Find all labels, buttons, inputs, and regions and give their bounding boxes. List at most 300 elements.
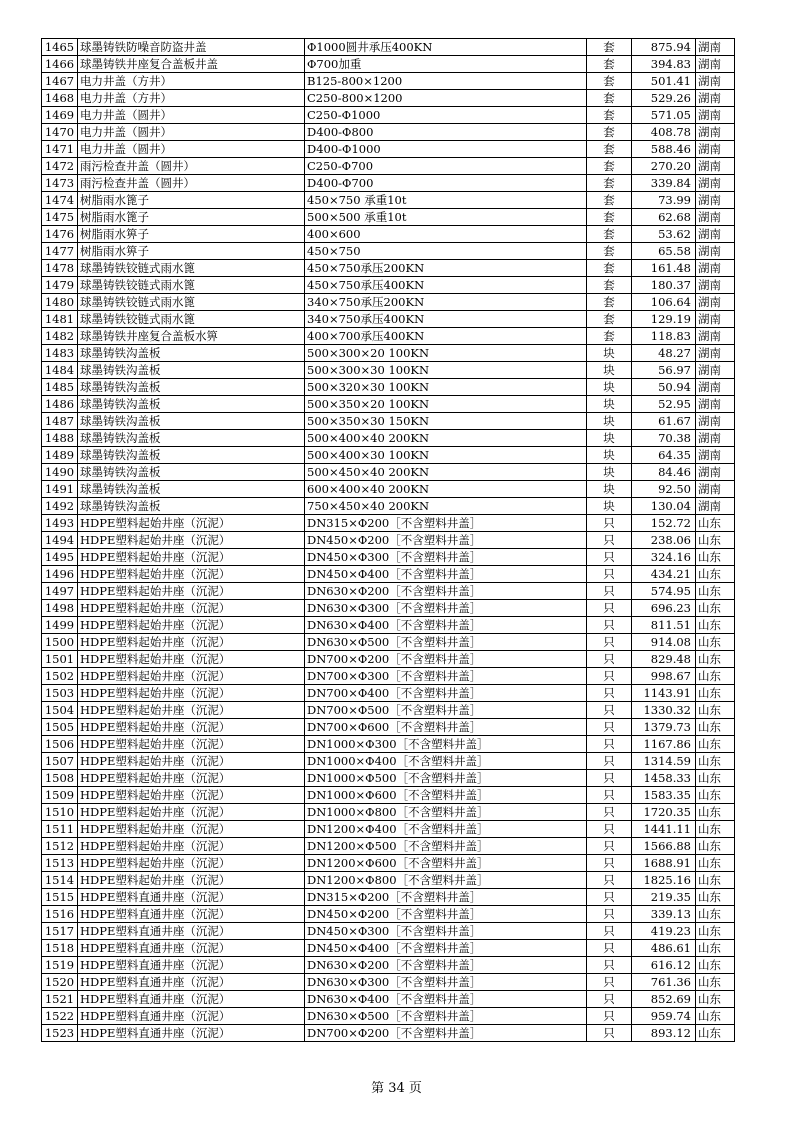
item-spec-cell: B125-800×1200 <box>305 73 587 90</box>
item-price-cell: 118.83 <box>632 328 696 345</box>
item-number-cell: 1467 <box>42 73 78 90</box>
table-row <box>42 889 735 906</box>
item-spec-cell: 500×320×30 100KN <box>305 379 587 396</box>
item-spec-cell: DN1000×Φ400［不含塑料井盖］ <box>305 753 587 770</box>
table-row <box>42 770 735 787</box>
item-price-cell: 394.83 <box>632 56 696 73</box>
item-number-cell: 1521 <box>42 991 78 1008</box>
item-spec-cell: D400-Φ800 <box>305 124 587 141</box>
item-unit-cell: 只 <box>587 821 632 838</box>
item-unit-cell: 只 <box>587 991 632 1008</box>
table-row <box>42 838 735 855</box>
item-name-cell: HDPE塑料起始井座（沉泥） <box>78 651 305 668</box>
item-region-cell: 山东 <box>696 719 735 736</box>
item-number-cell: 1510 <box>42 804 78 821</box>
item-spec-cell: 340×750承压200KN <box>305 294 587 311</box>
item-price-cell: 152.72 <box>632 515 696 532</box>
item-region-cell: 湖南 <box>696 464 735 481</box>
item-unit-cell: 块 <box>587 362 632 379</box>
item-unit-cell: 只 <box>587 804 632 821</box>
item-unit-cell: 套 <box>587 243 632 260</box>
item-price-cell: 616.12 <box>632 957 696 974</box>
item-price-cell: 1143.91 <box>632 685 696 702</box>
item-spec-cell: DN450×Φ300［不含塑料井盖］ <box>305 549 587 566</box>
item-unit-cell: 只 <box>587 600 632 617</box>
item-spec-cell: 500×300×30 100KN <box>305 362 587 379</box>
item-unit-cell: 只 <box>587 702 632 719</box>
item-price-cell: 106.64 <box>632 294 696 311</box>
table-row <box>42 566 735 583</box>
table-row <box>42 872 735 889</box>
item-spec-cell: D400-Φ1000 <box>305 141 587 158</box>
item-number-cell: 1522 <box>42 1008 78 1025</box>
table-row <box>42 957 735 974</box>
item-unit-cell: 块 <box>587 396 632 413</box>
item-unit-cell: 只 <box>587 617 632 634</box>
item-region-cell: 湖南 <box>696 498 735 515</box>
item-region-cell: 山东 <box>696 617 735 634</box>
item-number-cell: 1483 <box>42 345 78 362</box>
table-row <box>42 1025 735 1042</box>
item-region-cell: 湖南 <box>696 311 735 328</box>
item-name-cell: HDPE塑料起始井座（沉泥） <box>78 736 305 753</box>
item-name-cell: 球墨铸铁铰链式雨水篦 <box>78 277 305 294</box>
item-region-cell: 湖南 <box>696 430 735 447</box>
item-region-cell: 山东 <box>696 855 735 872</box>
item-region-cell: 山东 <box>696 515 735 532</box>
item-spec-cell: DN1200×Φ400［不含塑料井盖］ <box>305 821 587 838</box>
item-number-cell: 1518 <box>42 940 78 957</box>
item-unit-cell: 只 <box>587 668 632 685</box>
item-unit-cell: 只 <box>587 549 632 566</box>
item-price-cell: 129.19 <box>632 311 696 328</box>
item-number-cell: 1488 <box>42 430 78 447</box>
item-region-cell: 山东 <box>696 600 735 617</box>
table-row <box>42 175 735 192</box>
item-spec-cell: 400×700承压400KN <box>305 328 587 345</box>
item-name-cell: 球墨铸铁铰链式雨水篦 <box>78 294 305 311</box>
item-price-cell: 84.46 <box>632 464 696 481</box>
item-price-cell: 1379.73 <box>632 719 696 736</box>
table-row <box>42 498 735 515</box>
item-name-cell: HDPE塑料起始井座（沉泥） <box>78 634 305 651</box>
item-spec-cell: C250-800×1200 <box>305 90 587 107</box>
table-row <box>42 940 735 957</box>
item-name-cell: HDPE塑料直通井座（沉泥） <box>78 991 305 1008</box>
item-number-cell: 1514 <box>42 872 78 889</box>
item-unit-cell: 套 <box>587 226 632 243</box>
item-name-cell: HDPE塑料起始井座（沉泥） <box>78 617 305 634</box>
item-region-cell: 湖南 <box>696 209 735 226</box>
item-unit-cell: 只 <box>587 532 632 549</box>
item-price-cell: 161.48 <box>632 260 696 277</box>
item-name-cell: HDPE塑料起始井座（沉泥） <box>78 719 305 736</box>
item-number-cell: 1506 <box>42 736 78 753</box>
table-row <box>42 379 735 396</box>
item-name-cell: 球墨铸铁沟盖板 <box>78 498 305 515</box>
item-number-cell: 1473 <box>42 175 78 192</box>
item-region-cell: 湖南 <box>696 413 735 430</box>
item-price-cell: 324.16 <box>632 549 696 566</box>
item-number-cell: 1485 <box>42 379 78 396</box>
item-spec-cell: 340×750承压400KN <box>305 311 587 328</box>
item-number-cell: 1477 <box>42 243 78 260</box>
item-name-cell: HDPE塑料起始井座（沉泥） <box>78 600 305 617</box>
item-spec-cell: DN700×Φ200［不含塑料井盖］ <box>305 651 587 668</box>
item-price-cell: 180.37 <box>632 277 696 294</box>
item-region-cell: 湖南 <box>696 158 735 175</box>
item-spec-cell: DN630×Φ500［不含塑料井盖］ <box>305 634 587 651</box>
item-name-cell: 球墨铸铁沟盖板 <box>78 430 305 447</box>
item-region-cell: 湖南 <box>696 345 735 362</box>
table-row <box>42 855 735 872</box>
item-name-cell: HDPE塑料起始井座（沉泥） <box>78 804 305 821</box>
item-spec-cell: C250-Φ1000 <box>305 107 587 124</box>
item-spec-cell: 450×750 承重10t <box>305 192 587 209</box>
item-number-cell: 1469 <box>42 107 78 124</box>
item-price-cell: 1314.59 <box>632 753 696 770</box>
item-unit-cell: 套 <box>587 328 632 345</box>
item-price-cell: 486.61 <box>632 940 696 957</box>
item-name-cell: HDPE塑料直通井座（沉泥） <box>78 923 305 940</box>
item-number-cell: 1496 <box>42 566 78 583</box>
item-spec-cell: DN1000×Φ500［不含塑料井盖］ <box>305 770 587 787</box>
item-price-cell: 998.67 <box>632 668 696 685</box>
item-region-cell: 湖南 <box>696 260 735 277</box>
item-price-cell: 65.58 <box>632 243 696 260</box>
item-name-cell: HDPE塑料起始井座（沉泥） <box>78 685 305 702</box>
item-unit-cell: 块 <box>587 379 632 396</box>
price-table <box>41 38 735 1042</box>
item-spec-cell: D400-Φ700 <box>305 175 587 192</box>
item-number-cell: 1479 <box>42 277 78 294</box>
table-row <box>42 243 735 260</box>
item-name-cell: HDPE塑料起始井座（沉泥） <box>78 855 305 872</box>
item-unit-cell: 块 <box>587 481 632 498</box>
item-name-cell: 球墨铸铁铰链式雨水篦 <box>78 311 305 328</box>
item-price-cell: 914.08 <box>632 634 696 651</box>
item-unit-cell: 只 <box>587 923 632 940</box>
item-price-cell: 339.13 <box>632 906 696 923</box>
item-region-cell: 山东 <box>696 651 735 668</box>
item-spec-cell: DN450×Φ200［不含塑料井盖］ <box>305 906 587 923</box>
item-name-cell: HDPE塑料起始井座（沉泥） <box>78 872 305 889</box>
item-number-cell: 1470 <box>42 124 78 141</box>
item-price-cell: 1720.35 <box>632 804 696 821</box>
item-price-cell: 1825.16 <box>632 872 696 889</box>
item-price-cell: 1167.86 <box>632 736 696 753</box>
item-number-cell: 1487 <box>42 413 78 430</box>
item-number-cell: 1515 <box>42 889 78 906</box>
item-spec-cell: 500×350×30 150KN <box>305 413 587 430</box>
item-price-cell: 48.27 <box>632 345 696 362</box>
item-spec-cell: DN700×Φ300［不含塑料井盖］ <box>305 668 587 685</box>
item-name-cell: 球墨铸铁沟盖板 <box>78 447 305 464</box>
item-name-cell: HDPE塑料直通井座（沉泥） <box>78 906 305 923</box>
item-name-cell: HDPE塑料直通井座（沉泥） <box>78 957 305 974</box>
item-region-cell: 湖南 <box>696 243 735 260</box>
item-name-cell: 电力井盖（圆井） <box>78 107 305 124</box>
table-row <box>42 481 735 498</box>
item-unit-cell: 套 <box>587 311 632 328</box>
item-price-cell: 270.20 <box>632 158 696 175</box>
item-region-cell: 山东 <box>696 1008 735 1025</box>
table-row <box>42 124 735 141</box>
item-unit-cell: 套 <box>587 192 632 209</box>
item-price-cell: 73.99 <box>632 192 696 209</box>
item-price-cell: 52.95 <box>632 396 696 413</box>
item-unit-cell: 块 <box>587 345 632 362</box>
table-row <box>42 719 735 736</box>
item-region-cell: 湖南 <box>696 141 735 158</box>
item-name-cell: 树脂雨水篦子 <box>78 192 305 209</box>
item-unit-cell: 套 <box>587 141 632 158</box>
item-unit-cell: 只 <box>587 685 632 702</box>
item-number-cell: 1494 <box>42 532 78 549</box>
item-name-cell: HDPE塑料起始井座（沉泥） <box>78 838 305 855</box>
item-number-cell: 1509 <box>42 787 78 804</box>
item-number-cell: 1466 <box>42 56 78 73</box>
table-row <box>42 447 735 464</box>
item-number-cell: 1471 <box>42 141 78 158</box>
table-row <box>42 73 735 90</box>
item-number-cell: 1500 <box>42 634 78 651</box>
item-region-cell: 山东 <box>696 753 735 770</box>
item-name-cell: HDPE塑料起始井座（沉泥） <box>78 821 305 838</box>
item-spec-cell: 500×350×20 100KN <box>305 396 587 413</box>
item-spec-cell: 500×400×40 200KN <box>305 430 587 447</box>
item-number-cell: 1484 <box>42 362 78 379</box>
item-spec-cell: Φ1000圆井承压400KN <box>305 39 587 56</box>
item-spec-cell: DN450×Φ300［不含塑料井盖］ <box>305 923 587 940</box>
item-unit-cell: 只 <box>587 515 632 532</box>
table-row <box>42 209 735 226</box>
table-row <box>42 413 735 430</box>
item-region-cell: 湖南 <box>696 124 735 141</box>
item-price-cell: 238.06 <box>632 532 696 549</box>
item-region-cell: 湖南 <box>696 379 735 396</box>
item-name-cell: HDPE塑料直通井座（沉泥） <box>78 974 305 991</box>
item-price-cell: 434.21 <box>632 566 696 583</box>
item-region-cell: 山东 <box>696 804 735 821</box>
item-unit-cell: 只 <box>587 974 632 991</box>
item-number-cell: 1517 <box>42 923 78 940</box>
item-price-cell: 56.97 <box>632 362 696 379</box>
item-unit-cell: 只 <box>587 1025 632 1042</box>
item-number-cell: 1476 <box>42 226 78 243</box>
item-number-cell: 1492 <box>42 498 78 515</box>
table-row <box>42 515 735 532</box>
item-number-cell: 1480 <box>42 294 78 311</box>
item-number-cell: 1504 <box>42 702 78 719</box>
table-row <box>42 464 735 481</box>
table-body <box>42 39 735 1042</box>
item-number-cell: 1489 <box>42 447 78 464</box>
item-price-cell: 1566.88 <box>632 838 696 855</box>
item-number-cell: 1486 <box>42 396 78 413</box>
item-unit-cell: 块 <box>587 430 632 447</box>
item-unit-cell: 只 <box>587 753 632 770</box>
item-number-cell: 1474 <box>42 192 78 209</box>
item-spec-cell: 450×750承压200KN <box>305 260 587 277</box>
item-region-cell: 山东 <box>696 736 735 753</box>
item-spec-cell: 500×500 承重10t <box>305 209 587 226</box>
item-region-cell: 湖南 <box>696 226 735 243</box>
table-row <box>42 430 735 447</box>
item-unit-cell: 只 <box>587 1008 632 1025</box>
item-unit-cell: 只 <box>587 634 632 651</box>
item-region-cell: 湖南 <box>696 107 735 124</box>
item-name-cell: 球墨铸铁井座复合盖板井盖 <box>78 56 305 73</box>
item-name-cell: HDPE塑料起始井座（沉泥） <box>78 668 305 685</box>
item-spec-cell: DN1200×Φ600［不含塑料井盖］ <box>305 855 587 872</box>
item-price-cell: 588.46 <box>632 141 696 158</box>
item-name-cell: HDPE塑料起始井座（沉泥） <box>78 566 305 583</box>
item-price-cell: 852.69 <box>632 991 696 1008</box>
item-number-cell: 1520 <box>42 974 78 991</box>
item-number-cell: 1482 <box>42 328 78 345</box>
item-name-cell: 电力井盖（方井） <box>78 73 305 90</box>
item-unit-cell: 块 <box>587 413 632 430</box>
table-row <box>42 277 735 294</box>
item-region-cell: 山东 <box>696 787 735 804</box>
item-number-cell: 1503 <box>42 685 78 702</box>
item-unit-cell: 只 <box>587 889 632 906</box>
item-spec-cell: DN315×Φ200［不含塑料井盖］ <box>305 515 587 532</box>
item-spec-cell: DN630×Φ400［不含塑料井盖］ <box>305 617 587 634</box>
item-spec-cell: DN630×Φ300［不含塑料井盖］ <box>305 600 587 617</box>
table-row <box>42 600 735 617</box>
item-price-cell: 70.38 <box>632 430 696 447</box>
item-number-cell: 1478 <box>42 260 78 277</box>
item-unit-cell: 套 <box>587 158 632 175</box>
item-number-cell: 1507 <box>42 753 78 770</box>
item-number-cell: 1465 <box>42 39 78 56</box>
item-region-cell: 山东 <box>696 549 735 566</box>
item-name-cell: HDPE塑料起始井座（沉泥） <box>78 532 305 549</box>
item-name-cell: HDPE塑料直通井座（沉泥） <box>78 1025 305 1042</box>
item-price-cell: 696.23 <box>632 600 696 617</box>
table-row <box>42 90 735 107</box>
table-row <box>42 260 735 277</box>
item-price-cell: 959.74 <box>632 1008 696 1025</box>
item-price-cell: 408.78 <box>632 124 696 141</box>
item-number-cell: 1513 <box>42 855 78 872</box>
item-price-cell: 829.48 <box>632 651 696 668</box>
item-region-cell: 湖南 <box>696 39 735 56</box>
item-unit-cell: 只 <box>587 719 632 736</box>
item-region-cell: 山东 <box>696 872 735 889</box>
item-spec-cell: 500×300×20 100KN <box>305 345 587 362</box>
item-number-cell: 1516 <box>42 906 78 923</box>
item-unit-cell: 套 <box>587 107 632 124</box>
item-price-cell: 1330.32 <box>632 702 696 719</box>
item-name-cell: 球墨铸铁沟盖板 <box>78 413 305 430</box>
table-row <box>42 311 735 328</box>
table-row <box>42 107 735 124</box>
item-number-cell: 1468 <box>42 90 78 107</box>
item-spec-cell: DN630×Φ500［不含塑料井盖］ <box>305 1008 587 1025</box>
item-unit-cell: 套 <box>587 90 632 107</box>
item-name-cell: HDPE塑料起始井座（沉泥） <box>78 515 305 532</box>
item-name-cell: 树脂雨水箅子 <box>78 226 305 243</box>
item-region-cell: 湖南 <box>696 175 735 192</box>
item-region-cell: 山东 <box>696 566 735 583</box>
item-price-cell: 64.35 <box>632 447 696 464</box>
item-price-cell: 761.36 <box>632 974 696 991</box>
item-price-cell: 574.95 <box>632 583 696 600</box>
item-unit-cell: 套 <box>587 294 632 311</box>
table-row <box>42 668 735 685</box>
item-spec-cell: C250-Φ700 <box>305 158 587 175</box>
table-row <box>42 651 735 668</box>
item-unit-cell: 只 <box>587 566 632 583</box>
item-unit-cell: 只 <box>587 872 632 889</box>
item-number-cell: 1511 <box>42 821 78 838</box>
item-spec-cell: 500×400×30 100KN <box>305 447 587 464</box>
item-spec-cell: DN450×Φ200［不含塑料井盖］ <box>305 532 587 549</box>
item-region-cell: 山东 <box>696 634 735 651</box>
table-row <box>42 583 735 600</box>
item-region-cell: 湖南 <box>696 328 735 345</box>
item-unit-cell: 块 <box>587 447 632 464</box>
table-row <box>42 56 735 73</box>
table-row <box>42 821 735 838</box>
item-unit-cell: 块 <box>587 464 632 481</box>
item-region-cell: 山东 <box>696 974 735 991</box>
item-name-cell: 球墨铸铁沟盖板 <box>78 379 305 396</box>
item-spec-cell: DN1000×Φ300［不含塑料井盖］ <box>305 736 587 753</box>
item-spec-cell: DN700×Φ600［不含塑料井盖］ <box>305 719 587 736</box>
table-row <box>42 787 735 804</box>
table-row <box>42 974 735 991</box>
item-spec-cell: Φ700加重 <box>305 56 587 73</box>
item-name-cell: 树脂雨水篦子 <box>78 209 305 226</box>
item-region-cell: 湖南 <box>696 90 735 107</box>
table-row <box>42 804 735 821</box>
table-row <box>42 294 735 311</box>
item-name-cell: 球墨铸铁防噪音防盗井盖 <box>78 39 305 56</box>
item-number-cell: 1501 <box>42 651 78 668</box>
item-number-cell: 1498 <box>42 600 78 617</box>
item-number-cell: 1475 <box>42 209 78 226</box>
item-region-cell: 湖南 <box>696 481 735 498</box>
item-price-cell: 339.84 <box>632 175 696 192</box>
item-region-cell: 山东 <box>696 838 735 855</box>
item-number-cell: 1499 <box>42 617 78 634</box>
table-row <box>42 549 735 566</box>
item-unit-cell: 只 <box>587 651 632 668</box>
item-unit-cell: 套 <box>587 277 632 294</box>
item-region-cell: 湖南 <box>696 56 735 73</box>
item-region-cell: 山东 <box>696 583 735 600</box>
item-unit-cell: 套 <box>587 209 632 226</box>
item-number-cell: 1505 <box>42 719 78 736</box>
item-region-cell: 山东 <box>696 957 735 974</box>
item-unit-cell: 块 <box>587 498 632 515</box>
item-price-cell: 1583.35 <box>632 787 696 804</box>
item-number-cell: 1502 <box>42 668 78 685</box>
item-spec-cell: 500×450×40 200KN <box>305 464 587 481</box>
item-unit-cell: 套 <box>587 56 632 73</box>
item-name-cell: HDPE塑料直通井座（沉泥） <box>78 1008 305 1025</box>
item-price-cell: 875.94 <box>632 39 696 56</box>
item-price-cell: 61.67 <box>632 413 696 430</box>
item-spec-cell: DN630×Φ200［不含塑料井盖］ <box>305 957 587 974</box>
item-price-cell: 219.35 <box>632 889 696 906</box>
item-price-cell: 50.94 <box>632 379 696 396</box>
item-price-cell: 62.68 <box>632 209 696 226</box>
